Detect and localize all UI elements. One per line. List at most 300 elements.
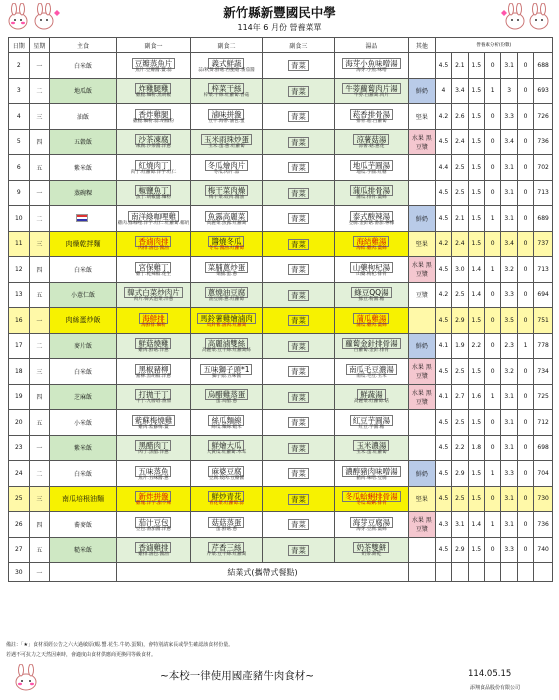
- bunny-right-icon: [495, 3, 555, 31]
- nutrition-value: 1.5: [471, 112, 482, 120]
- other-label: 水果 黑豆漿: [411, 364, 432, 381]
- nutrition-value: 0: [523, 418, 528, 426]
- staple-label: 南瓜培根油麵: [62, 494, 105, 503]
- nutrition-value: 3.3: [504, 112, 514, 120]
- nutrition-cell: [485, 486, 501, 512]
- vegetable-cell: [262, 486, 334, 512]
- weekday-label: 三: [36, 496, 43, 504]
- nutrition-cell: [435, 435, 451, 461]
- main-dish-name: 炸雞腿雞: [117, 83, 190, 93]
- other-cell: [408, 410, 435, 436]
- other-label: 水果 黑豆漿: [411, 134, 432, 151]
- nutrition-value: 0: [523, 520, 528, 528]
- nutrition-value: 1.5: [471, 214, 482, 222]
- main-dish-ingredients: 干丁.九層塔.番茄: [135, 399, 171, 404]
- side-dish-cell: [190, 257, 262, 283]
- weekday-cell: [29, 486, 50, 512]
- vegetable-name: 青菜: [263, 494, 334, 504]
- staple-cell: [50, 537, 117, 563]
- vegetable-name: 青菜: [263, 137, 334, 147]
- staple-label: 油飯: [77, 113, 90, 121]
- nutrition-value: 4.5: [438, 367, 449, 375]
- nutrition-value: 0: [523, 444, 528, 452]
- side-dish-ingredients: 高麗菜.魚露.紅蘿蔔: [206, 220, 247, 226]
- nutrition-value: 0: [490, 316, 495, 324]
- weekday-label: 四: [36, 139, 43, 147]
- main-dish-ingredients: 肉片.韓式泡菜.洋蔥: [133, 297, 174, 302]
- other-cell: [408, 53, 435, 79]
- nutrition-value: 0: [490, 138, 495, 146]
- vegetable-cell: [262, 257, 334, 283]
- nutrition-cell: [485, 282, 501, 308]
- soup-ingredients: 豬肉.味噌.豆腐: [356, 475, 387, 481]
- main-dish-name: 紫蘇梅燒雞: [117, 415, 190, 425]
- nutrition-value: 3.4: [504, 138, 514, 146]
- nutrition-value: 1.5: [471, 367, 482, 375]
- side-dish-name: 蔥燒油豆腐: [191, 287, 262, 297]
- main-dish-cell: [116, 359, 190, 385]
- staple-cell: [50, 384, 117, 410]
- soup-name: 海結雞湯: [335, 236, 408, 246]
- table-row: [9, 384, 553, 410]
- soup-name: 綠豆QQ湯: [335, 287, 408, 297]
- weekday-cell: [29, 333, 50, 359]
- soup-name: 紅豆芋圓湯: [335, 415, 408, 425]
- date-label: 2: [16, 61, 21, 69]
- side-dish-name: 滷味拼盤: [191, 109, 262, 119]
- main-dish-name: 香炸雞腿: [117, 109, 190, 119]
- nutrition-value: 0: [490, 546, 495, 554]
- nutrition-value: 3.1: [504, 189, 514, 197]
- date-cell: [9, 308, 30, 334]
- soup-cell: [334, 384, 408, 410]
- staple-label: 五穀飯: [74, 139, 93, 147]
- weekday-cell: [29, 512, 50, 538]
- side-dish-cell: [190, 155, 262, 181]
- side-dish-cell: [190, 308, 262, 334]
- nutrition-cell: [501, 333, 517, 359]
- header: [0, 0, 559, 38]
- side-dish-cell: [190, 104, 262, 130]
- nutrition-value: 4.2: [438, 112, 449, 120]
- main-dish-cell: [116, 410, 190, 436]
- date-label: 6: [16, 163, 21, 171]
- nutrition-value: 2.4: [455, 138, 465, 146]
- table-row: [9, 308, 553, 334]
- staple-cell: [50, 410, 117, 436]
- nutrition-value: 2.5: [455, 418, 465, 426]
- other-cell: [408, 206, 435, 232]
- staple-label: 芝麻飯: [74, 394, 93, 402]
- nutrition-cell: [485, 155, 501, 181]
- col-header: 副食二: [190, 38, 262, 53]
- soup-cell: [334, 359, 408, 385]
- main-dish-cell: [116, 308, 190, 334]
- nutrition-value: 730: [537, 495, 549, 503]
- table-row: [9, 435, 553, 461]
- nutrition-cell: [501, 78, 517, 104]
- other-label: 鮮奶: [415, 215, 428, 223]
- nutrition-cell: [485, 333, 501, 359]
- nutrition-value: 704: [537, 469, 549, 477]
- weekday-label: 二: [36, 470, 43, 478]
- nutrition-cell: [517, 359, 533, 385]
- col-header: 副食三: [262, 38, 334, 53]
- soup-cell: [334, 435, 408, 461]
- staple-cell: [50, 282, 117, 308]
- nutrition-value: 2.2: [455, 444, 465, 452]
- nutrition-cell: [485, 308, 501, 334]
- side-dish-name: 馬鈴薯雞燴滷肉: [191, 313, 262, 323]
- staple-cell: [50, 129, 117, 155]
- nutrition-cell: [517, 282, 533, 308]
- nutrition-cell: [517, 53, 533, 79]
- date-label: 13: [14, 291, 23, 299]
- nutrition-cell: [501, 537, 517, 563]
- weekday-label: 一: [36, 569, 43, 577]
- soup-ingredients: 地瓜.芋圓.紅糖: [356, 169, 387, 175]
- soup-cell: [334, 129, 408, 155]
- date-label: 26: [14, 520, 23, 528]
- company-name: 添翔食品股份有限公司: [470, 685, 521, 691]
- nutrition-cell: [435, 359, 451, 385]
- weekday-label: 一: [36, 62, 43, 70]
- nutrition-cell: [534, 129, 553, 155]
- nutrition-cell: [452, 53, 468, 79]
- nutrition-cell: [501, 486, 517, 512]
- other-label: 水果 黑豆漿: [411, 517, 432, 534]
- date-cell: [9, 410, 30, 436]
- weekday-cell: [29, 78, 50, 104]
- nutrition-value: 736: [537, 520, 549, 528]
- nutrition-cell: [517, 486, 533, 512]
- soup-ingredients: 南瓜.毛豆.玉米: [356, 373, 387, 379]
- vegetable-cell: [262, 435, 334, 461]
- nutrition-value: 4.1: [438, 342, 449, 350]
- staple-cell: [50, 563, 117, 582]
- staple-label: 紫米飯: [74, 164, 93, 172]
- vegetable-cell: [262, 461, 334, 487]
- side-dish-cell: [190, 537, 262, 563]
- nutrition-cell: [452, 461, 468, 487]
- nutrition-cell: [452, 282, 468, 308]
- weekday-cell: [29, 53, 50, 79]
- nutrition-cell: [485, 512, 501, 538]
- weekday-cell: [29, 435, 50, 461]
- nutrition-value: 734: [537, 367, 549, 375]
- nutrition-cell: [534, 486, 553, 512]
- col-header: 日期: [9, 38, 30, 53]
- main-dish-ingredients: 豬柳.黑胡椒.洋蔥: [135, 373, 171, 379]
- nutrition-cell: [435, 206, 451, 232]
- main-dish-ingredients: 雞肉.鮮菇.洋蔥: [138, 348, 169, 353]
- nutrition-value: 2.4: [455, 240, 465, 248]
- nutrition-value: 0: [490, 418, 495, 426]
- nutrition-cell: [452, 537, 468, 563]
- nutrition-cell: [452, 78, 468, 104]
- soup-name: 菘香排骨湯: [335, 109, 408, 119]
- main-dish-ingredients: 雞肉.紫蘇梅.薑: [138, 424, 169, 430]
- main-dish-name: 豆瓣蒸魚片: [117, 58, 190, 68]
- nutrition-value: 0: [490, 240, 495, 248]
- side-dish-cell: [190, 180, 262, 206]
- soup-name: 蒲瓜排骨湯: [335, 185, 408, 195]
- nutrition-value: 3.1: [455, 520, 465, 528]
- nutrition-value: 1.4: [471, 265, 482, 273]
- side-dish-name: 鮮燴大瓜: [191, 440, 262, 450]
- side-dish-name: 梓菜干絲: [191, 83, 262, 93]
- soup-cell: [334, 155, 408, 181]
- date-label: 9: [16, 189, 21, 197]
- other-label: 水果 黑豆漿: [411, 389, 432, 406]
- nutrition-cell: [517, 231, 533, 257]
- nutrition-value: 2.5: [455, 163, 465, 171]
- nutrition-cell: [485, 53, 501, 79]
- nutrition-cell: [452, 308, 468, 334]
- nutrition-cell: [517, 435, 533, 461]
- nutrition-cell: [501, 53, 517, 79]
- side-dish-name: 醬燒冬瓜: [191, 236, 262, 246]
- vegetable-cell: [262, 104, 334, 130]
- nutrition-value: 0: [490, 163, 495, 171]
- col-header: 星期: [29, 38, 50, 53]
- date-label: 19: [14, 393, 23, 401]
- nutrition-cell: [468, 257, 484, 283]
- date-cell: [9, 129, 30, 155]
- table-row: [9, 333, 553, 359]
- side-dish-ingredients: 玉米.蛋.蔥.紅蘿蔔: [208, 144, 245, 149]
- weekday-label: 二: [36, 88, 43, 96]
- side-dish-ingredients: 梓菜.干絲.紅蘿蔔.香菇: [203, 93, 250, 98]
- nutrition-value: 0: [523, 87, 528, 95]
- date-label: 18: [14, 367, 23, 375]
- nutrition-value: 3.1: [504, 163, 514, 171]
- nutrition-cell: [534, 359, 553, 385]
- nutrition-cell: [501, 512, 517, 538]
- nutrition-cell: [452, 435, 468, 461]
- soup-cell: [334, 53, 408, 79]
- nutrition-value: 4.5: [438, 138, 449, 146]
- staple-label: 麥片飯: [74, 343, 93, 351]
- nutrition-cell: [435, 333, 451, 359]
- soup-name: 牛蒡蘿蔔肉片湯: [335, 83, 408, 93]
- nutrition-cell: [501, 180, 517, 206]
- table-row: [9, 512, 553, 538]
- nutrition-cell: [501, 563, 517, 582]
- date-label: 30: [14, 568, 23, 576]
- staple-cell: [50, 512, 117, 538]
- date-label: 5: [16, 138, 21, 146]
- nutrition-cell: [501, 410, 517, 436]
- nutrition-value: 2.1: [455, 214, 465, 222]
- other-label: 堅果: [415, 496, 428, 504]
- nutrition-value: 3.1: [504, 61, 514, 69]
- nutrition-cell: [452, 410, 468, 436]
- nutrition-cell: [468, 282, 484, 308]
- nutrition-cell: [452, 563, 468, 582]
- nutrition-cell: [468, 359, 484, 385]
- other-cell: [408, 231, 435, 257]
- staple-cell: [50, 333, 117, 359]
- table-row: [9, 206, 553, 232]
- vegetable-name: 青菜: [263, 239, 334, 249]
- weekday-cell: [29, 563, 50, 582]
- side-dish-name: 菜脯蔥炒蛋: [191, 262, 262, 272]
- nutrition-cell: [435, 384, 451, 410]
- soup-cell: [334, 461, 408, 487]
- nutrition-cell: [485, 180, 501, 206]
- nutrition-cell: [435, 78, 451, 104]
- side-dish-ingredients: 馬鈴薯.滷肉.紅蘿蔔: [206, 322, 247, 328]
- nutrition-value: 1.6: [471, 393, 482, 401]
- vegetable-name: 青菜: [263, 111, 334, 121]
- nutrition-cell: [501, 359, 517, 385]
- soup-name: 泰式酸辣湯: [335, 211, 408, 221]
- staple-label: 糙米飯: [74, 547, 93, 555]
- nutrition-value: 1.4: [471, 520, 482, 528]
- soup-cell: [334, 512, 408, 538]
- date-label: 17: [14, 342, 23, 350]
- staple-label: 肉絲蛋炒飯: [65, 316, 101, 325]
- date-cell: [9, 461, 30, 487]
- table-row: [9, 129, 553, 155]
- nutrition-value: 4.5: [438, 444, 449, 452]
- main-dish-ingredients: 肉丁.黑醋.洋蔥: [138, 450, 169, 455]
- side-dish-cell: [190, 512, 262, 538]
- main-dish-name: 南洋綠咖哩雞: [117, 211, 190, 221]
- main-dish-ingredients: 海鮮排.麵粉: [141, 322, 166, 328]
- nutrition-value: 0: [523, 214, 528, 222]
- main-dish-cell: [116, 537, 190, 563]
- nutrition-value: 4.3: [438, 520, 449, 528]
- col-header: 湯品: [334, 38, 408, 53]
- side-dish-ingredients: 大黃瓜.紅蘿蔔.木耳: [206, 450, 247, 455]
- main-dish-cell: [116, 155, 190, 181]
- nutrition-value: 1.9: [455, 342, 465, 350]
- main-dish-cell: [116, 486, 190, 512]
- nutrition-value: 2.1: [455, 61, 465, 69]
- soup-cell: [334, 308, 408, 334]
- nutrition-cell: [468, 155, 484, 181]
- nutrition-value: 1: [490, 214, 495, 222]
- staple-cell: [50, 461, 117, 487]
- nutrition-cell: [517, 384, 533, 410]
- date-cell: [9, 53, 30, 79]
- date-label: 25: [14, 495, 23, 503]
- nutrition-cell: [435, 461, 451, 487]
- nutrition-cell: [501, 155, 517, 181]
- weekday-label: 三: [36, 113, 43, 121]
- nutrition-value: 0: [523, 367, 528, 375]
- weekday-cell: [29, 180, 50, 206]
- nutrition-value: 0: [523, 546, 528, 554]
- nutrition-value: 693: [537, 87, 549, 95]
- soup-name: 海芽小魚味噌湯: [335, 58, 408, 68]
- main-dish-cell: [116, 461, 190, 487]
- other-cell: [408, 435, 435, 461]
- side-dish-name: 梅干菜肉燥: [191, 185, 262, 195]
- main-dish-ingredients: 魚片.五味醬.蔥: [138, 475, 169, 481]
- soup-ingredients: 奶茶.餅乾: [361, 552, 382, 557]
- vegetable-cell: [262, 333, 334, 359]
- side-dish-ingredients: 高麗菜.豆干絲.紅蘿蔔絲: [202, 348, 251, 353]
- main-dish-ingredients: 肉排.滷包.醬油: [138, 246, 169, 251]
- date-cell: [9, 333, 30, 359]
- nutrition-value: 1.5: [471, 87, 482, 95]
- footer-note-2: 若遇不可抗力之天然因素時，會適度由食材供應商更換同等級食材。: [6, 652, 157, 658]
- other-label: 水果 黑豆漿: [411, 262, 432, 279]
- main-dish-ingredients: 雞腿.麵粉.蒜.胡椒粉: [132, 118, 175, 124]
- main-dish-cell: [116, 512, 190, 538]
- date-cell: [9, 384, 30, 410]
- staple-cell: [50, 104, 117, 130]
- nutrition-cell: [435, 231, 451, 257]
- nutrition-cell: [435, 410, 451, 436]
- vegetable-name: 青菜: [263, 392, 334, 402]
- weekday-label: 三: [36, 368, 43, 376]
- soup-name: 海芽豆腐湯: [335, 517, 408, 527]
- side-dish-cell: [190, 333, 262, 359]
- nutrition-cell: [485, 563, 501, 582]
- side-dish-ingredients: 蛋.鮮菇.蔥: [215, 526, 238, 532]
- nutrition-cell: [534, 461, 553, 487]
- nutrition-cell: [435, 537, 451, 563]
- nutrition-cell: [517, 410, 533, 436]
- main-dish-cell: [116, 129, 190, 155]
- table-row: [9, 257, 553, 283]
- staple-label: 白米飯: [74, 470, 93, 478]
- staple-cell: [50, 435, 117, 461]
- issue-date: 114.05.15: [468, 669, 512, 679]
- soup-name: 蒲瓜雞湯: [335, 313, 408, 323]
- staple-label: 白米飯: [74, 266, 93, 274]
- nutrition-value: 0: [490, 112, 495, 120]
- nutrition-value: 0: [490, 61, 495, 69]
- staple-label: 肉燥乾拌麵: [65, 239, 101, 248]
- nutrition-cell: [468, 206, 484, 232]
- main-dish-cell: [116, 384, 190, 410]
- date-label: 12: [14, 265, 23, 273]
- weekday-label: 五: [36, 419, 43, 427]
- vegetable-cell: [262, 129, 334, 155]
- soup-name: 奶茶雙餅: [335, 542, 408, 552]
- nutrition-cell: [435, 512, 451, 538]
- side-dish-name: 絲瓜麵線: [191, 415, 262, 425]
- side-dish-cell: [190, 435, 262, 461]
- date-cell: [9, 512, 30, 538]
- weekday-cell: [29, 308, 50, 334]
- nutrition-cell: [501, 206, 517, 232]
- nutrition-value: 3.3: [504, 291, 514, 299]
- nutrition-value: 2.9: [455, 469, 465, 477]
- nutrition-cell: [485, 206, 501, 232]
- table-row: [9, 180, 553, 206]
- soup-ingredients: 冬瓜.蛤蜊.排骨: [356, 501, 387, 506]
- date-label: 24: [14, 469, 23, 477]
- nutrition-cell: [468, 563, 484, 582]
- other-cell: [408, 512, 435, 538]
- nutrition-cell: [452, 180, 468, 206]
- nutrition-cell: [452, 206, 468, 232]
- main-dish-name: 新炸拼盤: [117, 491, 190, 501]
- nutrition-cell: [534, 410, 553, 436]
- main-dish-name: 黑椒豬柳: [117, 364, 190, 374]
- soup-ingredients: 牛蒡.白蘿蔔.肉片: [353, 93, 389, 98]
- main-dish-cell: [116, 104, 190, 130]
- menu-table: [8, 37, 553, 582]
- side-dish-cell: [190, 206, 262, 232]
- nutrition-value: 713: [537, 189, 549, 197]
